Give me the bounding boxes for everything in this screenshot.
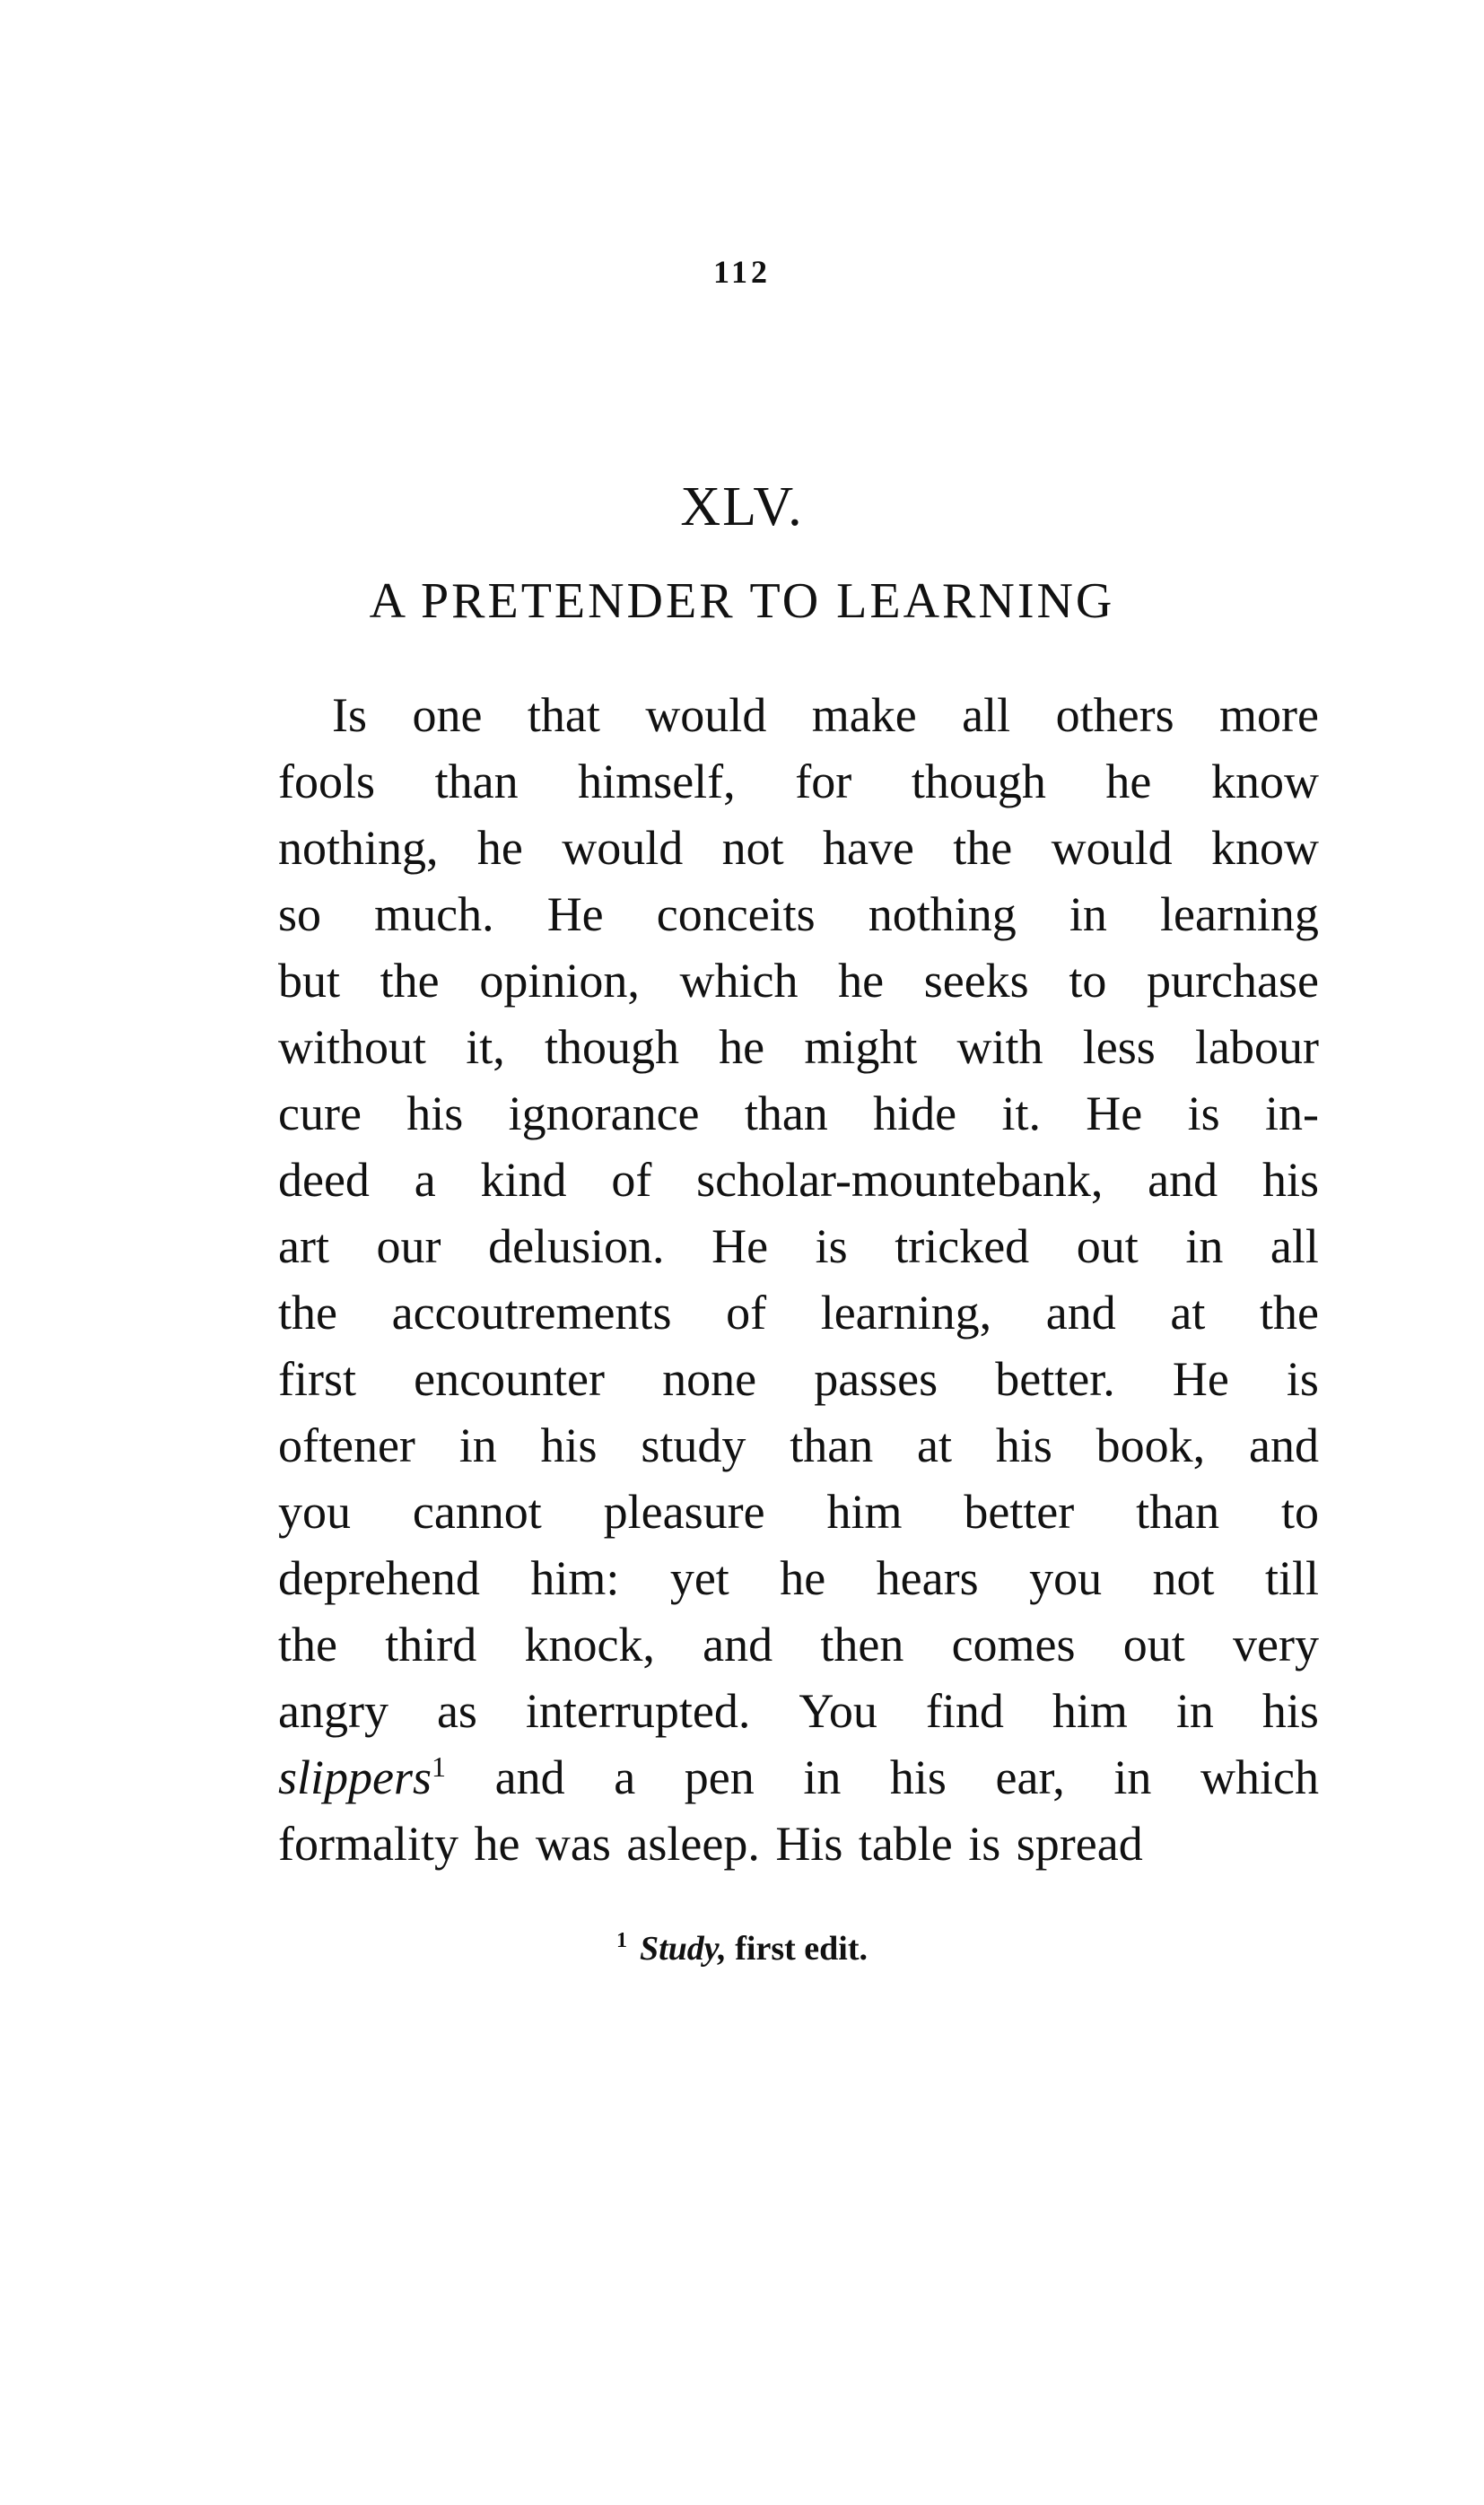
word: in xyxy=(1069,887,1107,941)
word: though xyxy=(544,1020,679,1074)
word: very xyxy=(1233,1618,1319,1671)
word: deprehend xyxy=(278,1551,480,1605)
body-line xyxy=(278,1080,1319,1147)
word: than xyxy=(744,1087,828,1140)
word: in xyxy=(803,1750,842,1804)
word: his xyxy=(995,1418,1052,1472)
word: scholar-mountebank, xyxy=(696,1153,1104,1207)
word: passes xyxy=(814,1352,938,1406)
word: of xyxy=(726,1286,767,1340)
word: would xyxy=(1051,821,1173,875)
word: though xyxy=(911,755,1046,808)
word: all xyxy=(1270,1219,1319,1273)
word: at xyxy=(1170,1286,1206,1340)
word: in xyxy=(458,1418,497,1472)
word: in xyxy=(1113,1750,1152,1804)
word: pleasure xyxy=(603,1485,765,1539)
word: the xyxy=(278,1618,337,1671)
body-line xyxy=(278,815,1319,881)
word: have xyxy=(822,821,914,875)
word: He xyxy=(711,1219,769,1273)
word: knock, xyxy=(524,1618,655,1671)
word: his xyxy=(1261,1153,1319,1207)
word: tricked xyxy=(895,1219,1030,1273)
word: to xyxy=(1069,954,1107,1008)
word: in xyxy=(1185,1219,1224,1273)
word: find xyxy=(925,1684,1004,1738)
word: opinion, xyxy=(479,954,640,1008)
word: ear, xyxy=(995,1750,1065,1804)
word: with xyxy=(956,1020,1043,1074)
body-line xyxy=(278,748,1319,815)
word: it, xyxy=(466,1020,505,1074)
word: hide xyxy=(873,1087,957,1140)
word: our xyxy=(376,1219,441,1273)
word: then xyxy=(820,1618,904,1671)
word: the xyxy=(1259,1286,1319,1340)
word: without xyxy=(278,1020,427,1074)
word: he xyxy=(719,1020,765,1074)
word: purchase xyxy=(1147,954,1319,1008)
note-reference: 1 xyxy=(432,1750,447,1783)
word: Is xyxy=(332,688,367,742)
word: a xyxy=(414,1153,436,1207)
word: labour xyxy=(1194,1020,1319,1074)
word: comes xyxy=(951,1618,1076,1671)
word: nothing, xyxy=(278,821,439,875)
word: of xyxy=(611,1153,652,1207)
word: ignorance xyxy=(508,1087,700,1140)
word: his xyxy=(406,1087,464,1140)
word: in- xyxy=(1264,1087,1319,1140)
word: that xyxy=(527,688,600,742)
body-text xyxy=(278,682,1319,1877)
italic-word: slippers$^1$ xyxy=(278,1750,447,1804)
word: cannot xyxy=(412,1485,542,1539)
body-line: formality he was asleep. His table is spread xyxy=(278,1817,1143,1871)
body-line xyxy=(278,947,1319,1014)
word: first xyxy=(278,1352,356,1406)
body-line xyxy=(278,1678,1319,1744)
word: in xyxy=(1175,1684,1214,1738)
word: him: xyxy=(530,1551,620,1605)
body-line xyxy=(278,1213,1319,1279)
word: study xyxy=(641,1418,746,1472)
word: his xyxy=(1261,1684,1319,1738)
word: him xyxy=(826,1485,903,1539)
chapter-title: A PRETENDER TO LEARNING xyxy=(369,573,1115,629)
footnote-italic: Study, xyxy=(639,1930,727,1968)
word: all xyxy=(962,688,1011,742)
word: He xyxy=(1172,1352,1229,1406)
body-line xyxy=(278,682,1319,748)
word: till xyxy=(1264,1551,1319,1605)
word: than xyxy=(1136,1485,1220,1539)
word: one xyxy=(412,688,483,742)
word: the xyxy=(953,821,1013,875)
word: book, xyxy=(1096,1418,1206,1472)
word: accoutrements xyxy=(391,1286,672,1340)
word: you xyxy=(278,1485,351,1539)
word: at xyxy=(917,1418,953,1472)
word: the xyxy=(380,954,440,1008)
word: it. xyxy=(1001,1087,1041,1140)
word: more xyxy=(1219,688,1319,742)
word: the xyxy=(278,1286,337,1340)
word: him xyxy=(1052,1684,1128,1738)
word: his xyxy=(889,1750,947,1804)
word: himself, xyxy=(578,755,736,808)
word: pen xyxy=(684,1750,755,1804)
word: He xyxy=(546,887,604,941)
body-line xyxy=(278,1147,1319,1213)
word: than xyxy=(790,1418,874,1472)
word: kind xyxy=(480,1153,567,1207)
body-line xyxy=(278,1479,1319,1545)
word: a xyxy=(614,1750,636,1804)
word: cure xyxy=(278,1087,362,1140)
word: is xyxy=(815,1219,848,1273)
word: not xyxy=(1152,1551,1215,1605)
footnote-text: first edit. xyxy=(735,1930,868,1968)
word: for xyxy=(795,755,852,808)
word: learning xyxy=(1160,887,1319,941)
word: better. xyxy=(995,1352,1115,1406)
word: he xyxy=(476,821,523,875)
word: angry xyxy=(278,1684,388,1738)
word: his xyxy=(540,1418,598,1472)
body-line xyxy=(278,1545,1319,1611)
word: know xyxy=(1210,821,1319,875)
word: much. xyxy=(374,887,494,941)
body-line xyxy=(278,1279,1319,1346)
word: seeks xyxy=(923,954,1029,1008)
word: better xyxy=(964,1485,1075,1539)
word: but xyxy=(278,954,341,1008)
word: which xyxy=(679,954,799,1008)
body-line-with-note xyxy=(278,1744,1319,1811)
word: deed xyxy=(278,1153,370,1207)
word: would xyxy=(562,821,684,875)
body-line xyxy=(278,1346,1319,1412)
word: which xyxy=(1200,1750,1319,1804)
word: less xyxy=(1082,1020,1156,1074)
word: He xyxy=(1086,1087,1143,1140)
word: third xyxy=(385,1618,477,1671)
body-line xyxy=(278,1412,1319,1479)
word: he xyxy=(780,1551,826,1605)
body-line xyxy=(278,1014,1319,1080)
word: and xyxy=(703,1618,773,1671)
word: art xyxy=(278,1219,329,1273)
word: encounter xyxy=(414,1352,605,1406)
word: delusion. xyxy=(488,1219,665,1273)
word: so xyxy=(278,887,322,941)
word: and xyxy=(1045,1286,1116,1340)
word: none xyxy=(662,1352,757,1406)
word: and xyxy=(1248,1418,1319,1472)
word: yet xyxy=(669,1551,729,1605)
word: might xyxy=(804,1020,918,1074)
word: You xyxy=(799,1684,877,1738)
word: he xyxy=(1105,755,1152,808)
word: you xyxy=(1029,1551,1103,1605)
word: conceits xyxy=(656,887,816,941)
footnote xyxy=(0,1929,1484,1968)
word: and xyxy=(1148,1153,1218,1207)
chapter-number: XLV. xyxy=(680,476,804,537)
word: others xyxy=(1055,688,1174,742)
word: and xyxy=(494,1750,565,1804)
word: is xyxy=(1286,1352,1319,1406)
word: make xyxy=(811,688,917,742)
word: out xyxy=(1076,1219,1139,1273)
page-number: 112 xyxy=(712,254,771,290)
body-line xyxy=(278,881,1319,947)
word: he xyxy=(838,954,885,1008)
word: learning, xyxy=(820,1286,992,1340)
word: not xyxy=(721,821,784,875)
word: nothing xyxy=(868,887,1017,941)
word: out xyxy=(1122,1618,1185,1671)
word: know xyxy=(1210,755,1319,808)
body-line xyxy=(278,1611,1319,1678)
word: interrupted. xyxy=(525,1684,751,1738)
word: than xyxy=(434,755,519,808)
word: oftener xyxy=(278,1418,415,1472)
word: to xyxy=(1280,1485,1319,1539)
word: would xyxy=(645,688,767,742)
word: as xyxy=(436,1684,477,1738)
word: fools xyxy=(278,755,375,808)
word: is xyxy=(1187,1087,1220,1140)
footnote-marker: 1 xyxy=(615,1929,627,1953)
word: hears xyxy=(876,1551,979,1605)
